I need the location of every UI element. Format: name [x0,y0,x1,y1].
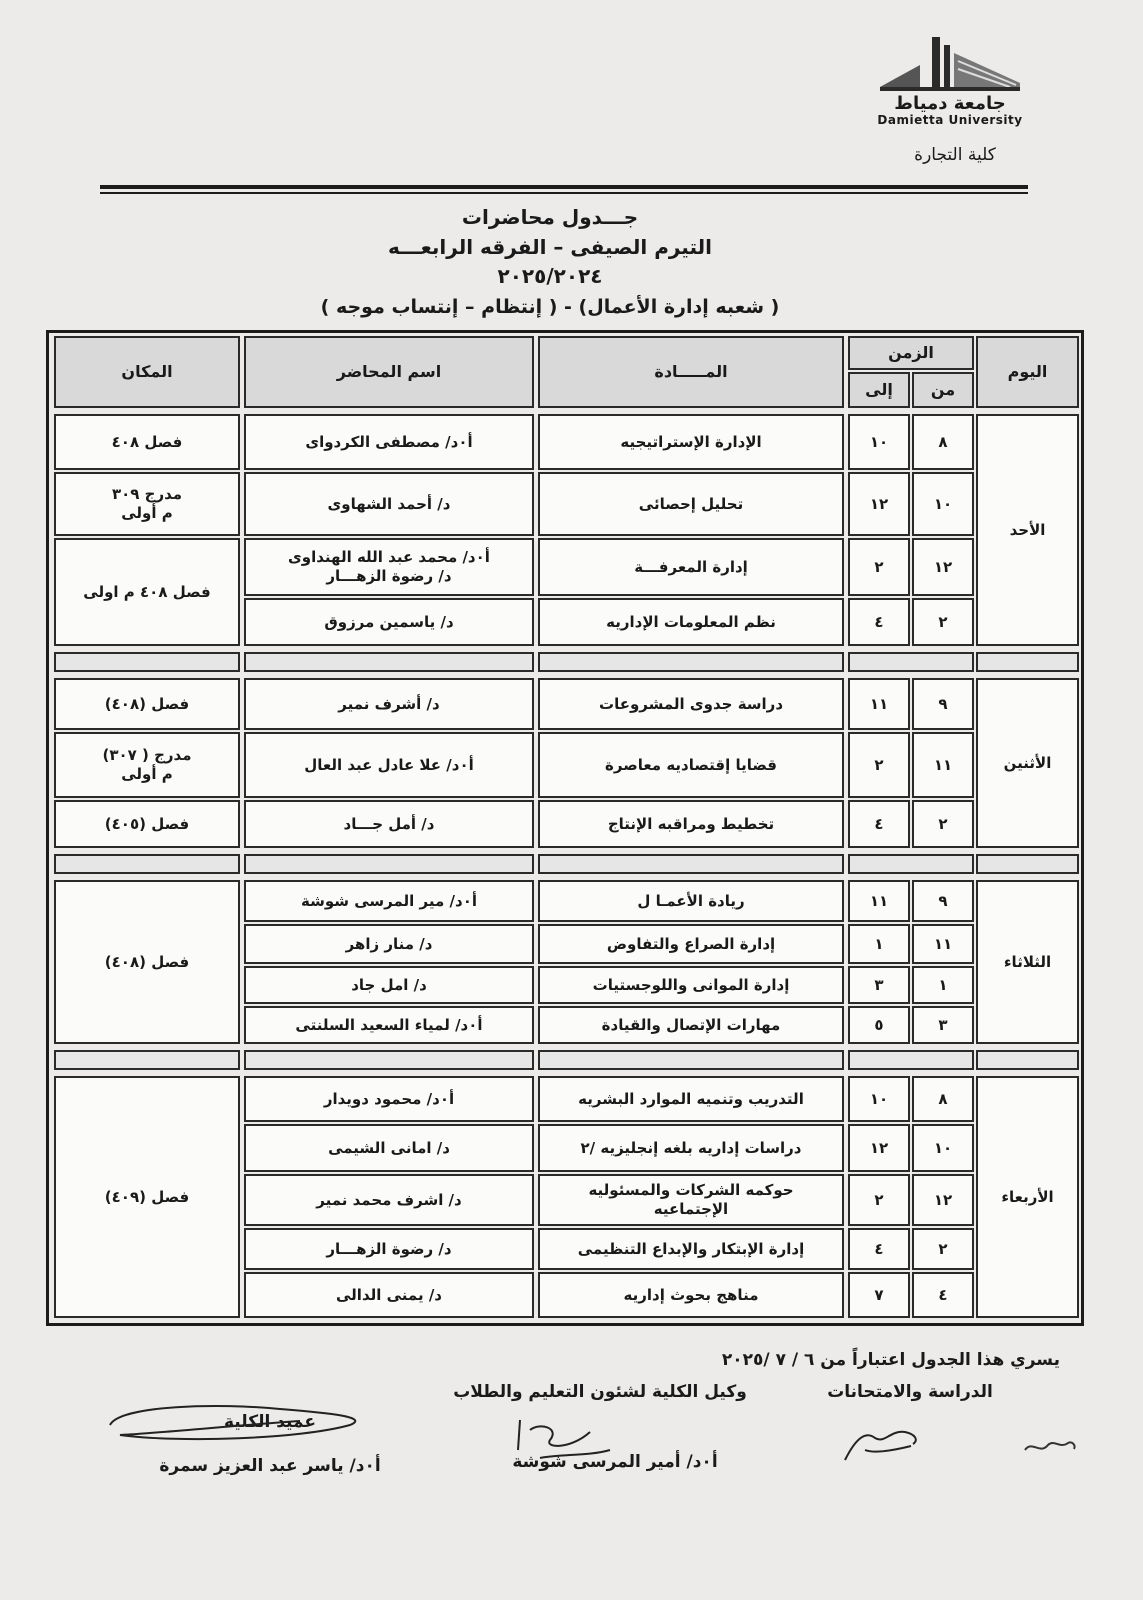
time-to: ٥ [848,1006,910,1044]
subject-cell: الإدارة الإستراتيجيه [538,414,844,470]
university-logo [870,35,1030,130]
lecturer-cell: أ٠د/ محمود دويدار [244,1076,534,1122]
lecturer-cell [244,538,534,596]
separator-row [848,652,974,672]
separator-row [848,1050,974,1070]
subject-cell: إدارة الصراع والتفاوض [538,924,844,964]
lecturer-cell: د/ أحمد الشهاوى [244,472,534,536]
time-from: ١١ [912,732,974,798]
place-cell [54,472,240,536]
subject-name-continued: الإجتماعيه [653,1200,729,1218]
place-detail: م أولى [121,765,173,783]
separator-row [54,854,240,874]
time-from: ٩ [912,678,974,730]
time-to: ٤ [848,598,910,646]
subject-cell [538,1174,844,1226]
header-subject: المـــــادة [538,336,844,408]
time-from: ٢ [912,800,974,848]
subject-cell: قضايا إقتصاديه معاصرة [538,732,844,798]
university-logo-icon [880,35,1020,95]
lecturer-cell: د/ يمنى الدالى [244,1272,534,1318]
lecturer-cell: د/ امانى الشيمى [244,1124,534,1172]
time-from: ٤ [912,1272,974,1318]
day-sunday: الأحد [976,414,1079,646]
time-from: ١١ [912,924,974,964]
university-name-arabic: جامعة دمياط [894,93,1006,114]
time-to: ٤ [848,800,910,848]
faculty-name: كلية التجارة [914,145,996,165]
time-to: ٣ [848,966,910,1004]
separator-row [54,652,240,672]
header-rule [100,185,1028,189]
lecturer-cell: د/ منار زاهر [244,924,534,964]
lecturer-cell: د/ ياسمين مرزوق [244,598,534,646]
subject-cell: إدارة المعرفـــة [538,538,844,596]
subject-cell: مناهج بحوث إداريه [538,1272,844,1318]
initials-signature-icon [1020,1425,1080,1465]
time-to: ١٠ [848,414,910,470]
header-place: المكان [54,336,240,408]
lecturer-cell: د/ رضوة الزهـــار [244,1228,534,1270]
lecturer-cell: د/ امل جاد [244,966,534,1004]
separator-row [538,1050,844,1070]
dean-label: عميد الكلية [224,1412,316,1432]
time-from: ١ [912,966,974,1004]
subject-cell: تخطيط ومراقبه الإنتاج [538,800,844,848]
separator-row [244,1050,534,1070]
validity-note: يسري هذا الجدول اعتباراً من ٦ / ٧ /٢٠٢٥ [721,1350,1060,1370]
separator-row [244,854,534,874]
term-title: التيرم الصيفى – الفرقه الرابعـــه [387,235,713,259]
separator-row [976,854,1079,874]
subject-cell: التدريب وتنميه الموارد البشريه [538,1076,844,1122]
time-to: ٢ [848,732,910,798]
separator-row [848,854,974,874]
time-to: ١٢ [848,1124,910,1172]
day-monday: الأثنين [976,678,1079,848]
header-time: الزمن [848,336,974,370]
separator-row [976,1050,1079,1070]
time-to: ١ [848,924,910,964]
separator-row [538,854,844,874]
time-from: ١٢ [912,1174,974,1226]
place-cell: فصل (٤٠٥) [54,800,240,848]
dean-signature-icon [100,1395,380,1455]
day-tuesday: الثلاثاء [976,880,1079,1044]
subject-cell: دراسات إداريه بلغه إنجليزيه /٢ [538,1124,844,1172]
lecturer-cell: أ٠د/ لمياء السعيد السلنتى [244,1006,534,1044]
subject-name: حوكمه الشركات والمسئوليه [588,1181,794,1200]
time-to: ١٠ [848,1076,910,1122]
subject-cell: نظم المعلومات الإداريه [538,598,844,646]
place-detail: م أولى [121,504,173,522]
time-from: ٨ [912,414,974,470]
subject-cell: ريادة الأعمـا ل [538,880,844,922]
subject-cell: تحليل إحصائى [538,472,844,536]
lecturer-cell: د/ أشرف نمير [244,678,534,730]
time-to: ١١ [848,678,910,730]
place-name: مدرج ٣٠٩ [111,485,183,504]
academic-year: ٢٠٢٥/٢٠٢٤ [497,264,603,288]
time-from: ١٠ [912,472,974,536]
vice-dean-name: أ٠د/ أمير المرسى شوشة [512,1452,718,1472]
time-to: ٧ [848,1272,910,1318]
time-to: ٢ [848,1174,910,1226]
lecturer-cell: أ٠د/ علا عادل عبد العال [244,732,534,798]
lecturer-name: أ٠د/ محمد عبد الله الهنداوى [288,548,490,567]
time-from: ١٠ [912,1124,974,1172]
subject-cell: إدارة الإبتكار والإبداع التنظيمى [538,1228,844,1270]
time-from: ٢ [912,1228,974,1270]
header-to: إلى [848,372,910,408]
separator-row [976,652,1079,672]
time-to: ٤ [848,1228,910,1270]
subject-cell: دراسة جدوى المشروعات [538,678,844,730]
header-from: من [912,372,974,408]
time-from: ٨ [912,1076,974,1122]
header-rule-thin [100,192,1028,194]
separator-row [54,1050,240,1070]
vice-dean-signature-icon [500,1410,620,1470]
time-from: ٣ [912,1006,974,1044]
university-name-english: Damietta University [877,113,1023,127]
time-from: ٢ [912,598,974,646]
place-cell: فصل (٤٠٨) [54,678,240,730]
place-cell: فصل (٤٠٩) [54,1076,240,1318]
time-from: ١٢ [912,538,974,596]
studies-label: الدراسة والامتحانات [827,1382,993,1402]
day-wednesday: الأربعاء [976,1076,1079,1318]
place-cell: فصل ٤٠٨ م اولى [54,538,240,646]
schedule-title: جـــدول محاضرات [461,205,639,229]
vice-dean-label: وكيل الكلية لشئون التعليم والطلاب [453,1382,747,1402]
lecturer-cell: د/ أمل جـــاد [244,800,534,848]
place-name: مدرج ( ٣٠٧) [102,746,192,765]
separator-row [244,652,534,672]
subject-cell: إدارة الموانى واللوجستيات [538,966,844,1004]
header-day: اليوم [976,336,1079,408]
separator-row [538,652,844,672]
lecturer-name-second: د/ رضوة الزهـــار [326,567,452,585]
lecturer-cell: أ٠د/ مير المرسى شوشة [244,880,534,922]
place-cell: فصل ٤٠٨ [54,414,240,470]
header-lecturer: اسم المحاضر [244,336,534,408]
time-to: ١٢ [848,472,910,536]
place-cell [54,732,240,798]
time-to: ١١ [848,880,910,922]
lecturer-cell: أ٠د/ مصطفى الكردواى [244,414,534,470]
lecturer-cell: د/ اشرف محمد نمير [244,1174,534,1226]
place-cell: فصل (٤٠٨) [54,880,240,1044]
time-from: ٩ [912,880,974,922]
subject-cell: مهارات الإتصال والقيادة [538,1006,844,1044]
division-title: ( شعبه إدارة الأعمال) - ( إنتظام – إنتساب موجه ) [320,296,780,318]
studies-signature-icon [835,1410,925,1470]
dean-name: أ٠د/ ياسر عبد العزيز سمرة [159,1456,381,1476]
time-to: ٢ [848,538,910,596]
